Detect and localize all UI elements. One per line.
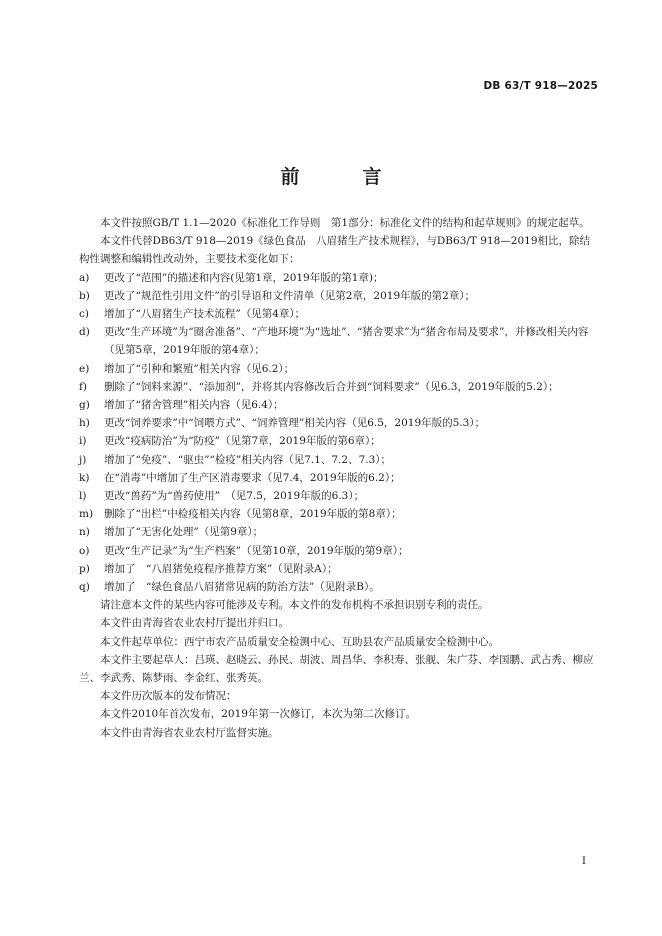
list-item	[79, 287, 599, 305]
list-item	[79, 432, 599, 450]
list-item-text: 增加了“无害化处理”（见第9章）；	[104, 526, 264, 539]
list-marker: p)	[79, 562, 90, 575]
versions-paragraph: 本文件2010年首次发布，2019年第一次修订，本次为第二次修订。	[100, 708, 416, 721]
drafters-paragraph: 本文件主要起草人：吕瑛、赵晓云、孙民、胡波、周昌华、李积寿、张舰、朱广芬、李国鹏、武占秀、柳应兰、李武秀、陈梦雨、李金红、张秀英。	[79, 653, 594, 685]
list-marker: d)	[79, 326, 90, 339]
drafting-units-paragraph: 本文件起草单位：西宁市农产品质量安全检测中心、互助县农产品质量安全检测中心。	[100, 635, 499, 648]
intro-paragraph: 本文件按照GB/T 1.1—2020《标准化工作导则 第1部分：标准化文件的结构和起草规则》的规定起草。	[100, 217, 590, 229]
patent-notice: 请注意本文件的某些内容可能涉及专利。本文件的发布机构不承担识别专利的责任。	[100, 599, 489, 612]
page-title: 前 言	[280, 166, 404, 188]
list-item-text: 更改“饲养要求”中“饲喂方式”、“饲养管理”相关内容（见6.5，2019年版的5.3）；	[104, 417, 486, 430]
list-item	[79, 360, 599, 378]
list-item-text: 更改了“范围”的描述和内容(见第1章，2019年版的第1章)；	[104, 271, 384, 284]
list-marker: h)	[79, 417, 90, 430]
list-item	[79, 378, 599, 396]
list-marker: l)	[79, 490, 87, 503]
list-item-text: 增加了“免疫”、“驱虫”“检疫”相关内容（见7.1、7.2、7.3）；	[104, 453, 392, 466]
changes-list	[79, 269, 599, 597]
list-item	[79, 578, 599, 596]
list-item-text: 更改“疫病防治”为“防疫”（见第7章，2019年版的第6章）；	[104, 435, 381, 448]
list-item	[79, 560, 599, 578]
list-item-text: 更改“生产环境”为“圈舍准备”、“产地环境”为“选址”、“猪舍要求”为“猪舍布局及要求”，并修改相关内容（见第5章，2019年版的第4章）；	[104, 326, 589, 357]
list-item	[79, 414, 599, 432]
list-item	[79, 396, 599, 414]
page-number: I	[582, 856, 586, 867]
list-marker: j)	[79, 453, 87, 466]
list-item	[79, 305, 599, 323]
proposer-paragraph: 本文件由青海省农业农村厅提出并归口。	[100, 617, 289, 630]
list-marker: m)	[79, 508, 94, 521]
list-marker: b)	[79, 289, 90, 302]
versions-heading: 本文件历次版本的发布情况：	[100, 690, 237, 703]
list-marker: a)	[79, 271, 90, 284]
list-item-text: 删除了“出栏”中检疫相关内容（见第8章，2019年版的第8章）；	[104, 508, 402, 521]
list-marker: k)	[79, 471, 90, 484]
list-item	[79, 451, 599, 469]
list-item-text: 增加了 “八眉猪免疫程序推荐方案”（见附录A）；	[104, 562, 338, 575]
list-marker: g)	[79, 399, 90, 412]
list-item-text: 删除了“饲料来源”、“添加剂”，并将其内容修改后合并到“饲料要求”（见6.3，2019年版的5.2）；	[104, 380, 559, 393]
list-marker: c)	[79, 308, 89, 321]
list-item	[79, 323, 599, 359]
list-item-text: 更改“兽药”为“兽药使用” （见7.5，2019年版的6.3）；	[104, 490, 365, 503]
supervision-paragraph: 本文件由青海省农业农村厅监督实施。	[100, 726, 279, 739]
list-item	[79, 269, 599, 287]
document-body	[79, 214, 599, 742]
list-item-text: 更改“生产记录”为“生产档案”（见第10章，2019年版的第9章）；	[104, 544, 409, 557]
list-marker: n)	[79, 526, 90, 539]
list-item-text: 增加了 “绿色食品八眉猪常见病的防治方法”（见附录B）。	[104, 581, 380, 594]
intro-paragraph: 本文件代替DB63/T 918—2019《绿色食品 八眉猪生产技术规程》，与DB63/T 918—2019相比，除结构性调整和编辑性改动外，主要技术变化如下：	[79, 235, 591, 266]
list-item-text: 更改了“规范性引用文件”的引导语和文件清单（见第2章，2019年版的第2章）；	[104, 289, 476, 302]
list-marker: i)	[79, 435, 87, 448]
list-marker: f)	[79, 380, 87, 393]
list-item	[79, 505, 599, 523]
list-item-text: 增加了“猪舍管理”相关内容（见6.4）；	[104, 399, 284, 412]
list-item	[79, 523, 599, 541]
list-marker: q)	[79, 581, 90, 594]
list-item	[79, 542, 599, 560]
list-item	[79, 487, 599, 505]
list-marker: o)	[79, 544, 90, 557]
list-item-text: 增加了“引种和繁殖”相关内容（见6.2）；	[104, 362, 295, 375]
list-item	[79, 469, 599, 487]
list-item-text: 增加了“八眉猪生产技术流程”（见第4章）；	[104, 308, 306, 321]
standard-code: DB 63/T 918—2025	[483, 80, 598, 92]
list-item-text: 在“消毒”中增加了生产区消毒要求（见7.4，2019年版的6.2）；	[104, 471, 401, 484]
list-marker: e)	[79, 362, 90, 375]
